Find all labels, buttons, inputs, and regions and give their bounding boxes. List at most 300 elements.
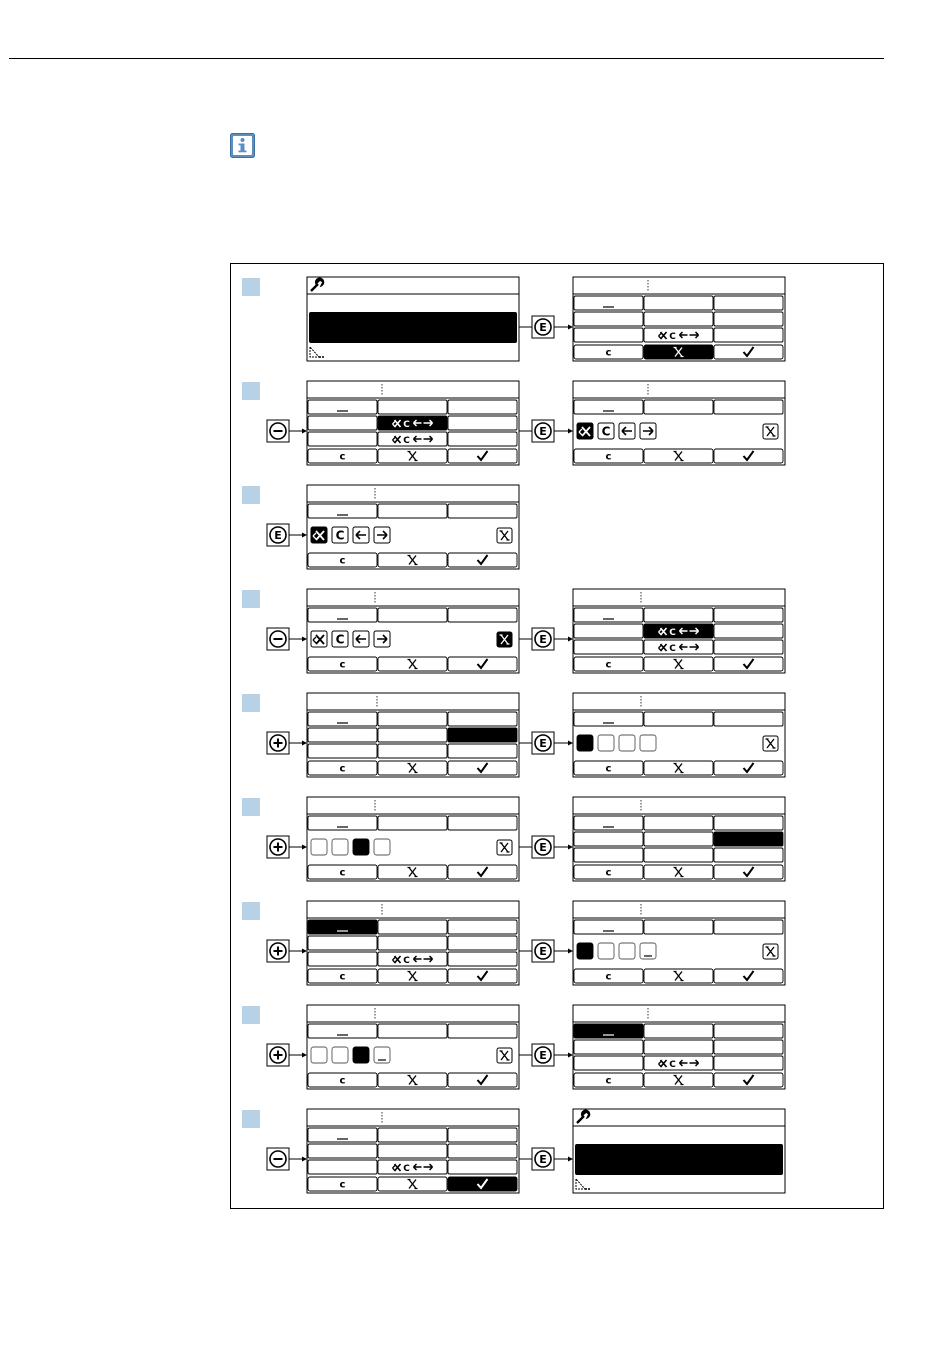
left-key [353,527,369,543]
charset-cell [574,832,643,846]
charset-cell [308,1024,377,1038]
display-screen [573,693,785,777]
softkey-ok [448,969,517,983]
charset-cell [714,1040,783,1054]
cell-frame [308,400,377,414]
box-frame [311,1047,327,1063]
charset-cell [644,832,713,846]
step-marker [242,278,260,296]
charset-cell [448,712,517,726]
softkey-ok [448,1177,517,1191]
cell-frame [308,1024,377,1038]
charset-cell [378,728,447,742]
charset-cell [448,728,517,742]
cell-frame [378,1160,447,1174]
selected-parameter-bar [575,1144,783,1175]
charset-cell [378,400,447,414]
cell-frame [378,1024,447,1038]
cell-frame [574,608,643,622]
charset-cell [378,608,447,622]
display-screen [307,589,519,673]
plus-key-icon [267,940,289,962]
enter-key-label: E [539,737,547,750]
cell-frame [714,1040,783,1054]
softkey-clear [308,553,377,567]
box-frame [353,1047,369,1063]
softkey-ok [448,657,517,671]
exit-editor-key [763,736,778,751]
charset-cell [378,816,447,830]
box-frame [374,839,390,855]
cell-frame [574,640,643,654]
cell-frame [308,416,377,430]
step-marker [242,694,260,712]
charset-cell [378,744,447,758]
step-marker [242,1110,260,1128]
cell-frame [378,432,447,446]
display-screen [307,901,519,985]
softkey-cancel [378,969,447,983]
cell-frame [714,608,783,622]
charset-cell [448,1128,517,1142]
box-frame [577,735,593,751]
left-key [353,631,369,647]
charset-cell [574,608,643,622]
charset-cell [644,312,713,326]
clear-key [332,631,348,647]
cell-frame [574,832,643,846]
cell-frame [308,1160,377,1174]
charset-cell [714,1024,783,1038]
cell-frame [448,936,517,950]
softkey-frame [714,1073,783,1087]
clear-label: c [339,451,346,463]
flow-arrow [554,637,573,642]
cell-frame [448,816,517,830]
charset-cell [574,1040,643,1054]
softkey-clear [308,865,377,879]
cell-frame [308,712,377,726]
charset-cell [308,744,377,758]
charset-cell [714,816,783,830]
softkey-ok [714,449,783,463]
cell-frame [448,952,517,966]
clear-char-label: C [335,632,345,647]
display-screen [307,1109,519,1193]
clear-label: c [605,763,612,775]
charset-cell [574,1056,643,1070]
charset-cell [574,312,643,326]
cell-frame [308,1128,377,1142]
display-screen [307,381,519,465]
cell-frame [378,936,447,950]
cell-frame [378,712,447,726]
softkey-frame [448,1177,517,1191]
char-position-box [619,943,635,959]
display-screen [573,589,785,673]
cell-frame [644,296,713,310]
cell-frame [378,952,447,966]
display-screen [307,485,519,569]
step-marker [242,486,260,504]
flow-arrow [554,429,573,434]
info-icon [230,133,255,158]
enter-key-label: E [539,1049,547,1062]
clear-char-label: C [601,424,611,439]
cell-frame [644,920,713,934]
arrow-head [302,429,307,434]
softkey-clear [308,969,377,983]
cell-frame [644,712,713,726]
charset-cell [378,432,447,446]
arrow-head [568,1157,573,1162]
navigation-figure [230,263,884,1209]
cell-frame [574,328,643,342]
enter-key-label: E [274,529,282,542]
charset-cell [714,296,783,310]
charset-cell [308,400,377,414]
clear-label: c [605,1075,612,1087]
softkey-frame [714,761,783,775]
charset-cell [448,504,517,518]
charset-cell [714,312,783,326]
softkey-clear [574,657,643,671]
enter-key-icon [532,1044,554,1066]
status-dot [322,356,324,358]
cell-frame [714,400,783,414]
cell-frame [714,712,783,726]
plus-key-icon [267,732,289,754]
softkey-ok [714,345,783,359]
flow-arrow [289,1053,307,1058]
charset-cell [308,1144,377,1158]
cell-frame [574,624,643,638]
charset-cell [714,1056,783,1070]
arrow-head [302,533,307,538]
softkey-frame [448,969,517,983]
cell-frame [308,920,377,934]
cell-frame [574,1056,643,1070]
cell-frame [714,1056,783,1070]
charset-cell [574,640,643,654]
enter-key-icon [532,420,554,442]
cell-frame [574,1040,643,1054]
charset-cell [714,712,783,726]
softkey-ok [714,657,783,671]
charset-cell [378,1128,447,1142]
charset-cell [574,328,643,342]
cell-frame [714,816,783,830]
charset-cell [308,416,377,430]
cell-frame [714,640,783,654]
box-frame [640,735,656,751]
clear-label: c [605,659,612,671]
charset-cell [714,920,783,934]
cell-frame [448,608,517,622]
charset-cell [644,712,713,726]
charset-cell [714,832,783,846]
charset-cell [448,1144,517,1158]
softkey-clear [574,969,643,983]
cell-frame [308,504,377,518]
softkey-clear [574,865,643,879]
clear-key [598,423,614,439]
flow-arrow [554,741,573,746]
cell-frame [448,728,517,742]
clear-char-label: C [403,420,410,430]
flow-arrow [554,1053,573,1058]
box-frame [619,943,635,959]
char-position-box [353,839,369,855]
charset-cell [378,1144,447,1158]
charset-cell [644,1056,713,1070]
cell-frame [378,728,447,742]
clear-label: c [339,867,346,879]
display-screen [573,797,785,881]
cell-frame [644,832,713,846]
softkey-cancel [644,865,713,879]
arrow-head [302,1157,307,1162]
enter-key-label: E [539,425,547,438]
display-screen [307,693,519,777]
cell-frame [378,816,447,830]
char-position-box [374,1047,390,1063]
clear-label: c [339,1075,346,1087]
softkey-ok [448,553,517,567]
softkey-frame [714,969,783,983]
flow-arrow [554,949,573,954]
clear-label: c [339,659,346,671]
charset-cell [308,1128,377,1142]
softkey-cancel [644,345,713,359]
clear-char-label: C [669,1060,676,1070]
arrow-head [568,325,573,330]
char-position-box [353,1047,369,1063]
cell-frame [644,312,713,326]
clear-char-label: C [403,1164,410,1174]
box-frame [598,943,614,959]
char-position-box [577,943,593,959]
box-frame [577,943,593,959]
cell-frame [308,816,377,830]
charset-cell [308,936,377,950]
softkey-frame [714,345,783,359]
softkey-ok [448,761,517,775]
charset-cell [308,816,377,830]
cell-frame [574,312,643,326]
char-position-box [374,839,390,855]
softkey-frame [714,865,783,879]
status-dot [588,1188,590,1190]
clear-label: c [605,867,612,879]
charset-cell [378,1160,447,1174]
softkey-ok [448,865,517,879]
cell-frame [448,744,517,758]
cell-frame [378,1144,447,1158]
exit-editor-key [497,840,512,855]
cell-frame [714,1024,783,1038]
box-frame [332,1047,348,1063]
cell-frame [644,640,713,654]
char-position-box [311,1047,327,1063]
flow-arrow [289,949,307,954]
cell-frame [308,608,377,622]
cell-frame [448,712,517,726]
left-key [619,423,635,439]
selected-parameter-bar [309,312,517,343]
charset-cell [448,1024,517,1038]
charset-cell [714,848,783,862]
charset-cell [448,816,517,830]
exit-editor-key [497,632,512,647]
cell-frame [644,328,713,342]
cell-frame [644,1024,713,1038]
enter-key-icon [532,732,554,754]
arrow-head [302,949,307,954]
char-position-box [598,735,614,751]
cell-frame [644,1056,713,1070]
charset-cell [644,624,713,638]
clear-char-label: C [403,436,410,446]
charset-cell [644,328,713,342]
arrow-head [302,845,307,850]
cell-frame [448,1160,517,1174]
right-key [374,527,390,543]
charset-cell [308,920,377,934]
charset-cell [308,608,377,622]
char-position-box [640,735,656,751]
undo-delete-key [311,527,327,543]
charset-cell [644,640,713,654]
charset-cell [574,400,643,414]
cell-frame [448,416,517,430]
charset-cell [378,504,447,518]
clear-char-label: C [669,644,676,654]
display-screen [573,1109,785,1193]
cell-frame [574,816,643,830]
arrow-head [568,1053,573,1058]
char-position-box [332,1047,348,1063]
box-frame [332,839,348,855]
cell-frame [448,1144,517,1158]
softkey-frame [448,657,517,671]
softkey-cancel [644,657,713,671]
softkey-cancel [378,657,447,671]
cell-frame [644,1040,713,1054]
cell-frame [714,832,783,846]
charset-cell [448,936,517,950]
exit-editor-key [763,424,778,439]
cell-frame [378,416,447,430]
charset-cell [448,1160,517,1174]
cell-frame [448,1128,517,1142]
charset-cell [714,608,783,622]
box-frame [598,735,614,751]
charset-cell [574,920,643,934]
charset-cell [378,1024,447,1038]
cell-frame [574,1024,643,1038]
cell-frame [644,608,713,622]
clear-label: c [605,971,612,983]
softkey-cancel [378,449,447,463]
char-position-box [619,735,635,751]
charset-cell [448,744,517,758]
charset-cell [448,416,517,430]
clear-char-label: C [403,956,410,966]
charset-cell [644,920,713,934]
flow-arrow [289,741,307,746]
arrow-head [302,741,307,746]
char-position-box [577,735,593,751]
display-screen [307,797,519,881]
charset-cell [308,728,377,742]
charset-cell [378,920,447,934]
step-marker [242,590,260,608]
softkey-frame [714,657,783,671]
softkey-ok [714,1073,783,1087]
enter-key-icon [532,940,554,962]
charset-cell [308,1160,377,1174]
softkey-cancel [644,969,713,983]
flow-arrow [554,1157,573,1162]
enter-key-icon [532,836,554,858]
display-screen [307,277,519,361]
flow-arrow [289,1157,307,1162]
cell-frame [308,432,377,446]
charset-cell [644,1040,713,1054]
flow-arrow [554,325,573,330]
cell-frame [644,400,713,414]
cell-frame [448,920,517,934]
charset-cell [574,848,643,862]
status-dot [319,356,321,358]
charset-cell [644,400,713,414]
cell-frame [574,296,643,310]
clear-label: c [339,971,346,983]
softkey-cancel [378,1073,447,1087]
undo-delete-key [311,631,327,647]
cell-frame [714,296,783,310]
enter-key-icon [267,524,289,546]
enter-key-label: E [539,1153,547,1166]
flow-arrow [289,429,307,434]
flow-arrow [554,845,573,850]
exit-editor-key [763,944,778,959]
softkey-clear [308,761,377,775]
charset-cell [714,640,783,654]
charset-cell [448,400,517,414]
clear-label: c [339,555,346,567]
cell-frame [378,504,447,518]
charset-cell [714,328,783,342]
charset-cell [308,504,377,518]
box-frame [619,735,635,751]
clear-char-label: C [669,628,676,638]
charset-cell [448,952,517,966]
arrow-head [568,949,573,954]
header-rule [9,58,884,59]
charset-cell [644,848,713,862]
cell-frame [714,328,783,342]
charset-cell [378,712,447,726]
softkey-clear [308,1177,377,1191]
cell-frame [574,712,643,726]
cell-frame [308,728,377,742]
step-marker [242,902,260,920]
cell-frame [308,936,377,950]
cell-frame [644,624,713,638]
cell-frame [378,400,447,414]
